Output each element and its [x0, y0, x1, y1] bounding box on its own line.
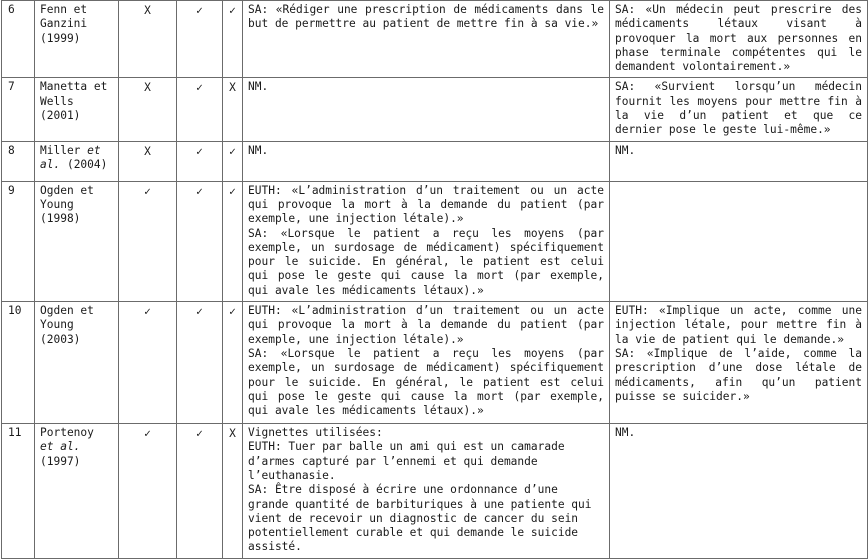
definition-alt-cell: [610, 424, 868, 559]
criterion-2-cell: [177, 424, 223, 559]
row-number: 6: [2, 1, 35, 78]
author-name: Miller: [40, 143, 88, 157]
author-year: (1997): [40, 454, 81, 468]
definition-sa: SA: «Lorsque le patient a reçu les moyens (par exemple, un surdosage de médicament) spécifiquement pour le suicide. En général, le patient est celui qui pose le geste qui cause la mort (par exemple, qui avale les médicaments létaux).»: [248, 226, 604, 297]
check-icon: ✓: [144, 427, 151, 441]
table-row: [2, 78, 868, 141]
criterion-2-cell: [177, 1, 223, 78]
vignette-heading: Vignettes utilisées:: [248, 426, 383, 440]
criterion-3-cell: [223, 141, 243, 181]
author-cell: Ogden et Young (2003): [35, 302, 119, 424]
check-icon: ✓: [144, 184, 151, 198]
criterion-3-cell: [223, 181, 243, 301]
definition-text: NM.: [248, 143, 269, 157]
check-icon: ✓: [229, 184, 236, 198]
check-icon: ✓: [196, 305, 203, 319]
criterion-2-cell: [177, 141, 223, 181]
author-cell: Manetta et Wells (2001): [35, 78, 119, 141]
criterion-1-cell: [119, 424, 177, 559]
criterion-mark: X: [229, 81, 236, 95]
criterion-3-cell: [223, 302, 243, 424]
check-icon: ✓: [229, 4, 236, 17]
check-icon: ✓: [229, 144, 236, 158]
table-row: [2, 181, 868, 301]
definition-sa: SA: «Lorsque le patient a reçu les moyens (par exemple, un surdosage de médicament) spécifiquement pour le suicide. En général, le patient est celui qui pose le geste qui cause la mort (par exemple, qui avale les médicaments létaux).»: [248, 346, 604, 418]
definition-alt-cell: [610, 141, 868, 181]
definition-alt-cell: [610, 1, 868, 78]
check-icon: ✓: [196, 4, 203, 17]
row-number: 7: [2, 78, 35, 141]
row-number: 10: [2, 302, 35, 424]
criterion-mark: X: [144, 81, 151, 95]
definition-cell: [243, 302, 610, 424]
criterion-mark: X: [229, 427, 236, 441]
row-number: 9: [2, 181, 35, 301]
definition-cell: [243, 78, 610, 141]
definition-alt-cell: [610, 302, 868, 424]
criterion-1-cell: [119, 1, 177, 78]
check-icon: ✓: [196, 81, 203, 95]
check-icon: ✓: [196, 427, 203, 441]
criterion-3-cell: [223, 1, 243, 78]
definition-euth: EUTH: «L’administration d’un traitement ou un acte qui provoque la mort à la demande du patient (par exemple, une injection létale).»: [248, 304, 604, 346]
criterion-2-cell: [177, 302, 223, 424]
author-cell: Fenn et Ganzini (1999): [35, 1, 119, 78]
criterion-1-cell: [119, 181, 177, 301]
check-icon: ✓: [144, 305, 151, 319]
author-cell: [35, 141, 119, 181]
criterion-2-cell: [177, 181, 223, 301]
criterion-mark: X: [144, 4, 151, 17]
check-icon: ✓: [196, 144, 203, 158]
check-icon: ✓: [229, 305, 236, 319]
author-et-al: et al.: [40, 143, 101, 171]
definition-euth: EUTH: «Implique un acte, comme une injection létale, pour mettre fin à la vie de patient qui le demande.»: [615, 304, 862, 346]
definition-text: SA: «Rédiger une prescription de médicaments dans le but de permettre au patient de mettre fin à sa vie.»: [248, 3, 604, 31]
author-year: (2004): [60, 157, 108, 171]
row-number: 8: [2, 141, 35, 181]
criterion-mark: X: [144, 144, 151, 158]
criterion-3-cell: [223, 424, 243, 559]
row-number: 11: [2, 424, 35, 559]
author-cell: [35, 424, 119, 559]
table-row: [2, 302, 868, 424]
definition-text: SA: «Un médecin peut prescrire des médicaments létaux visant à provoquer la mort aux personnes en phase terminale compétentes qui le demandent volontairement.»: [615, 3, 862, 74]
definition-sa: SA: Être disposé à écrire une ordonnance d’une grande quantité de barbituriques à une patiente qui vient de recevoir un diagnostic de cancer du sein potentiellement curable et qui demande le suicide assisté.: [248, 483, 592, 554]
definition-alt-cell: [610, 78, 868, 141]
criterion-2-cell: [177, 78, 223, 141]
table-row: [2, 424, 868, 559]
definition-text: NM.: [615, 426, 636, 440]
definition-text: NM.: [248, 80, 269, 94]
criterion-1-cell: [119, 78, 177, 141]
definition-cell: [243, 424, 610, 559]
criterion-1-cell: [119, 302, 177, 424]
table-row: [2, 1, 868, 78]
definition-cell: [243, 1, 610, 78]
criterion-3-cell: [223, 78, 243, 141]
author-name: Portenoy: [40, 426, 94, 440]
definition-sa: SA: «Implique de l’aide, comme la prescription d’une dose létale de médicaments, afin qu’un patient puisse se suicider.»: [615, 346, 862, 403]
definition-euth: EUTH: Tuer par balle un ami qui est un camarade d’armes capturé par l’ennemi et qui demande l’euthanasie.: [248, 440, 565, 482]
definitions-table: [1, 0, 868, 559]
author-et-al: et al.: [40, 440, 81, 454]
definition-text: SA: «Survient lorsqu’un médecin fournit les moyens pour mettre fin à la vie d’un patient et que ce dernier pose le geste lui-même.»: [615, 80, 862, 137]
check-icon: ✓: [196, 184, 203, 198]
criterion-1-cell: [119, 141, 177, 181]
definition-euth: EUTH: «L’administration d’un traitement ou un acte qui provoque la mort à la demande du patient (par exemple, une injection létale).»: [248, 183, 604, 226]
definition-text: NM.: [615, 143, 636, 157]
author-cell: Ogden et Young (1998): [35, 181, 119, 301]
definition-alt-cell: [610, 181, 868, 301]
definition-cell: [243, 181, 610, 301]
definition-cell: [243, 141, 610, 181]
table-row: [2, 141, 868, 181]
